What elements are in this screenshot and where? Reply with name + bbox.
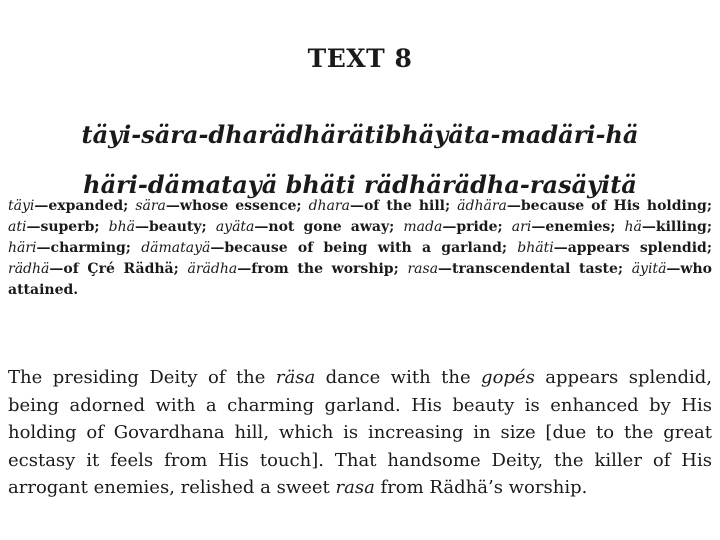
translation-text: from Rädhä’s worship. [374,477,588,498]
synonym-term: rädhä [8,261,50,277]
synonyms-paragraph [8,196,712,301]
translation-text: appears splendid, being adorned with a charming garland. His beauty is enhanced by His holding of Govardhana hill, which is increasing in size [due to the great ecstasy it feels from His touch]. That handsome Deity, the killer of His arrogant enemies, relished a sweet [8,367,713,498]
synonym-term: dämatayä [141,240,211,256]
synonym-meaning: —beauty; [134,219,216,235]
synonym-term: sära [135,198,166,214]
synonym-term: ärädha [187,261,238,277]
synonym-term: ati [8,219,27,235]
synonym-term: bhä [108,219,135,235]
synonym-meaning: —because of His holding; [506,198,712,214]
translation-term: rasa [335,477,375,498]
synonym-term: hä [624,219,642,235]
synonym-term: ayäta [215,219,255,235]
synonym-meaning: —of Çré Rädhä; [49,261,188,277]
synonym-meaning: —from the worship; [237,261,408,277]
synonym-meaning: —appears splendid; [553,240,713,256]
synonym-meaning: —expanded; [34,198,136,214]
synonym-meaning: —because of being with a garland; [210,240,518,256]
translation-paragraph [8,364,712,502]
synonym-term: häri [8,240,37,256]
synonym-meaning: —charming; [36,240,142,256]
translation-text: The presiding Deity of the [8,367,276,388]
synonym-meaning: —whose essence; [165,198,309,214]
translation-term: gopés [481,367,535,388]
synonym-meaning: —superb; [26,219,109,235]
synonym-term: ädhära [457,198,507,214]
synonym-meaning: —killing; [641,219,712,235]
synonym-term: mada [403,219,443,235]
verse-line-1: täyi-sära-dharädhärätibhäyäta-madäri-hä [81,120,639,149]
synonym-term: ari [511,219,532,235]
synonym-meaning: —pride; [442,219,512,235]
synonym-term: täyi [8,198,35,214]
synonym-term: rasa [407,261,439,277]
translation-term: räsa [275,367,316,388]
translation-text: dance with the [315,367,482,388]
synonym-meaning: —enemies; [531,219,625,235]
synonym-meaning: —not gone away; [254,219,404,235]
synonym-term: bhäti [517,240,554,256]
synonym-meaning: —of the hill; [349,198,458,214]
synonym-meaning: —transcendental taste; [438,261,632,277]
verse-line-2: häri-dämatayä bhäti rädhärädha-rasäyitä [83,170,637,199]
text-heading: TEXT 8 [307,44,413,73]
synonym-term: dhara [308,198,350,214]
synonym-meaning: —who attained. [8,261,712,298]
synonym-term: äyitä [631,261,667,277]
